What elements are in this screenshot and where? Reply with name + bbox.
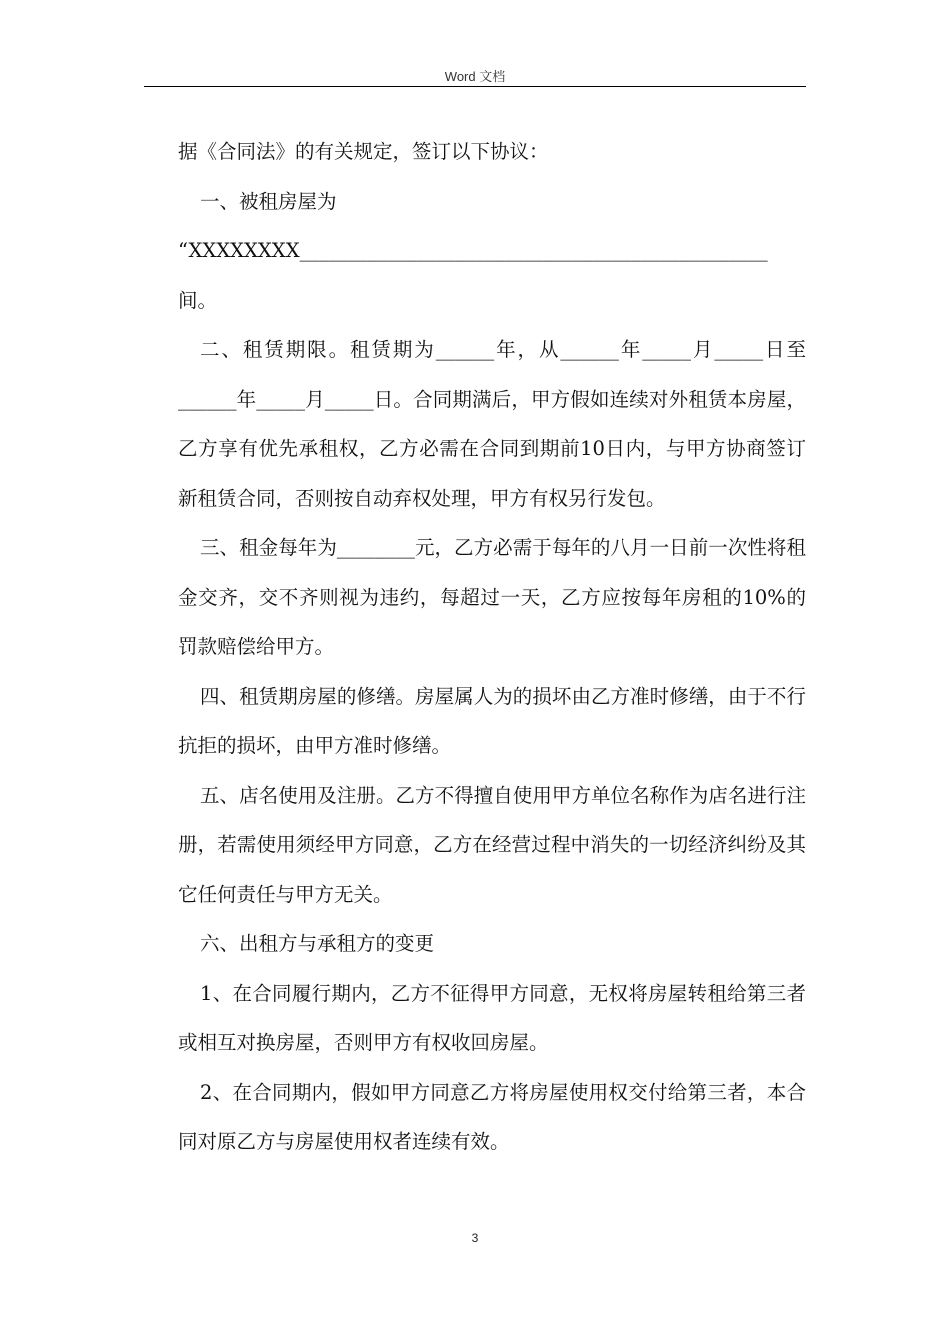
paragraph-clause-2-term: 二、租赁期限。租赁期为______年，从______年_____月_____日至______年_____月_____日。合同期满后，甲方假如连续对外租赁本房屋，乙方享有优先承租权，乙方必需在合同到期前10日内，与甲方协商签订新租赁合同，否则按自动弃权处理，甲方有权另行发包。 <box>178 338 806 510</box>
paragraph-clause-1-address: “XXXXXXXX________________________________________________间。 <box>178 239 768 312</box>
page-number: 3 <box>471 1231 479 1245</box>
paragraph-clause-5-store-name: 五、店名使用及注册。乙方不得擅自使用甲方单位名称作为店名进行注册，若需使用须经甲方同意，乙方在经营过程中消失的一切经济纠纷及其它任何责任与甲方无关。 <box>178 783 806 906</box>
document-header-title: Word 文档 <box>444 69 506 84</box>
paragraph-clause-6-item-1: 1、在合同履行期内，乙方不征得甲方同意，无权将房屋转租给第三者或相互对换房屋，否则甲方有权收回房屋。 <box>178 981 806 1054</box>
paragraph-intro: 据《合同法》的有关规定，签订以下协议： <box>178 140 549 163</box>
header-divider <box>144 86 806 87</box>
document-body <box>178 127 806 1167</box>
paragraph-clause-6-heading: 六、出租方与承租方的变更 <box>200 932 435 955</box>
paragraph-clause-4-repair: 四、租赁期房屋的修缮。房屋属人为的损坏由乙方准时修缮，由于不行抗拒的损坏，由甲方准时修缮。 <box>178 684 806 757</box>
paragraph-clause-1-heading: 一、被租房屋为 <box>200 189 337 213</box>
paragraph-clause-3-rent: 三、租金每年为________元，乙方必需于每年的八月一日前一次性将租金交齐，交不齐则视为违约，每超过一天，乙方应按每年房租的10%的罚款赔偿给甲方。 <box>178 536 806 658</box>
paragraph-clause-6-item-2: 2、在合同期内，假如甲方同意乙方将房屋使用权交付给第三者，本合同对原乙方与房屋使用权者连续有效。 <box>178 1080 806 1153</box>
